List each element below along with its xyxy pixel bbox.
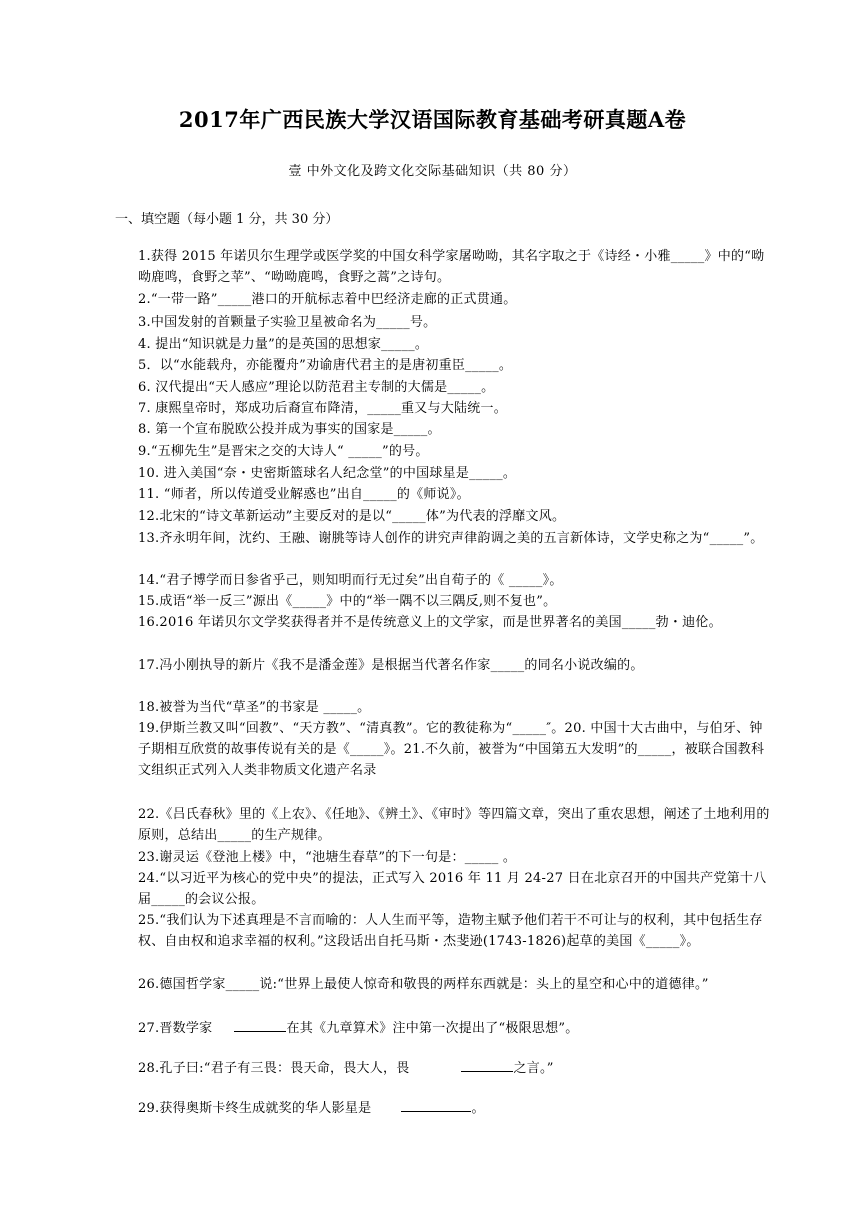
- answer-blank: [234, 1017, 286, 1032]
- question-6: 6. 汉代提出“天人感应”理论以防范君主专制的大儒是_____。: [138, 380, 495, 395]
- question-18: 18.被誉为当代“草圣”的书家是 _____。: [138, 700, 371, 715]
- question-28-suffix: 之言。”: [513, 1061, 554, 1076]
- question-27: [138, 1017, 770, 1039]
- question-7: 7. 康熙皇帝时，郑成功后裔宣布降清，_____重又与大陆统一。: [138, 401, 508, 416]
- question-15: 15.成语“举一反三”源出《_____》中的“举一隅不以三隅反,则不复也”。: [138, 594, 557, 609]
- question-4: 4. 提出“知识就是力量”的是英国的思想家_____。: [138, 337, 429, 352]
- question-14: 14.“君子博学而日参省乎己，则知明而行无过矣”出自荀子的《 _____》。: [138, 573, 563, 588]
- question-12: 12.北宋的“诗文革新运动”主要反对的是以“_____体”为代表的浮靡文风。: [138, 509, 566, 524]
- question-27-suffix: 在其《九章算术》注中第一次提出了“极限思想”。: [286, 1021, 579, 1036]
- question-17: 17.冯小刚执导的新片《我不是潘金莲》是根据当代著名作家_____的同名小说改编的。: [138, 658, 644, 673]
- answer-blank: [401, 1097, 471, 1112]
- question-13: 13.齐永明年间，沈约、王融、谢朓等诗人创作的讲究声律韵调之美的五言新体诗，文学史称之为“_____”。: [138, 531, 764, 546]
- question-27-prefix: 27.晋数学家: [138, 1021, 213, 1036]
- question-1: 1.获得 2015 年诺贝尔生理学或医学奖的中国女科学家屠呦呦，其名字取之于《诗经・小雅_____》中的“呦呦鹿鸣，食野之苹”、“呦呦鹿鸣，食野之蒿”之诗句。: [138, 249, 765, 285]
- question-29-prefix: 29.获得奥斯卡终生成就奖的华人影星是: [138, 1101, 372, 1116]
- question-16: 16.2016 年诺贝尔文学奖获得者并不是传统意义上的文学家，而是世界著名的美国_____勃・迪伦。: [138, 615, 722, 630]
- part-heading: 壹 中外文化及跨文化交际基础知识（共 80 分）: [288, 164, 577, 179]
- question-3: 3.中国发射的首颗量子实验卫星被命名为_____号。: [138, 315, 437, 330]
- question-25: 25.“我们认为下述真理是不言而喻的：人人生而平等，造物主赋予他们若干不可让与的权利，其中包括生存权、自由权和追求幸福的权利。”这段话出自托马斯・杰斐逊(1743-1826)起草的美国《_____》。: [138, 913, 763, 949]
- question-28: [138, 1057, 770, 1079]
- question-5: 5．以“水能载舟，亦能覆舟”劝谕唐代君主的是唐初重臣_____。: [138, 358, 513, 373]
- question-8: 8. 第一个宣布脱欧公投并成为事实的国家是_____。: [138, 422, 441, 437]
- question-2: 2.“一带一路”_____港口的开航标志着中巴经济走廊的正式贯通。: [138, 292, 517, 307]
- question-29: [138, 1097, 770, 1119]
- question-26: 26.德国哲学家_____说:“世界上最使人惊奇和敬畏的两样东西就是：头上的星空和心中的道德律。”: [138, 977, 709, 992]
- question-23: 23.谢灵运《登池上楼》中，“池塘生春草”的下一句是：_____ 。: [138, 850, 517, 865]
- question-19-21: 19.伊斯兰教又叫“回教”、“天方教”、“清真教”。它的教徒称为“_____″。20. 中国十大古曲中，与伯牙、钟子期相互欣赏的故事传说有关的是《_____》。21.不久前，被誉为“中国第五大发明”的_____，被联合国教科文组织正式列入人类非物质文化遗产名录: [138, 721, 765, 778]
- document-title: 2017年广西民族大学汉语国际教育基础考研真题A卷: [178, 107, 687, 132]
- answer-blank: [461, 1057, 513, 1072]
- question-24: 24.“以习近平为核心的党中央”的提法，正式写入 2016 年 11 月 24-27 日在北京召开的中国共产党第十八届_____的会议公报。: [138, 871, 767, 907]
- question-9: 9.“五柳先生”是晋宋之交的大诗人“ _____”的号。: [138, 444, 429, 459]
- question-22: 22.《吕氏春秋》里的《上农》、《任地》、《辨土》、《审时》等四篇文章，突出了重农思想，阐述了土地利用的原则，总结出_____的生产规律。: [138, 807, 770, 843]
- question-28-prefix: 28.孔子曰:“君子有三畏：畏天命，畏大人，畏: [138, 1061, 410, 1076]
- question-11: 11. “师者，所以传道受业解惑也”出自_____的《师说》。: [138, 487, 470, 502]
- section-heading: 一、填空题（每小题 1 分，共 30 分）: [115, 212, 339, 227]
- question-10: 10. 进入美国“奈・史密斯篮球名人纪念堂”的中国球星是_____。: [138, 466, 517, 481]
- question-29-suffix: 。: [471, 1101, 485, 1116]
